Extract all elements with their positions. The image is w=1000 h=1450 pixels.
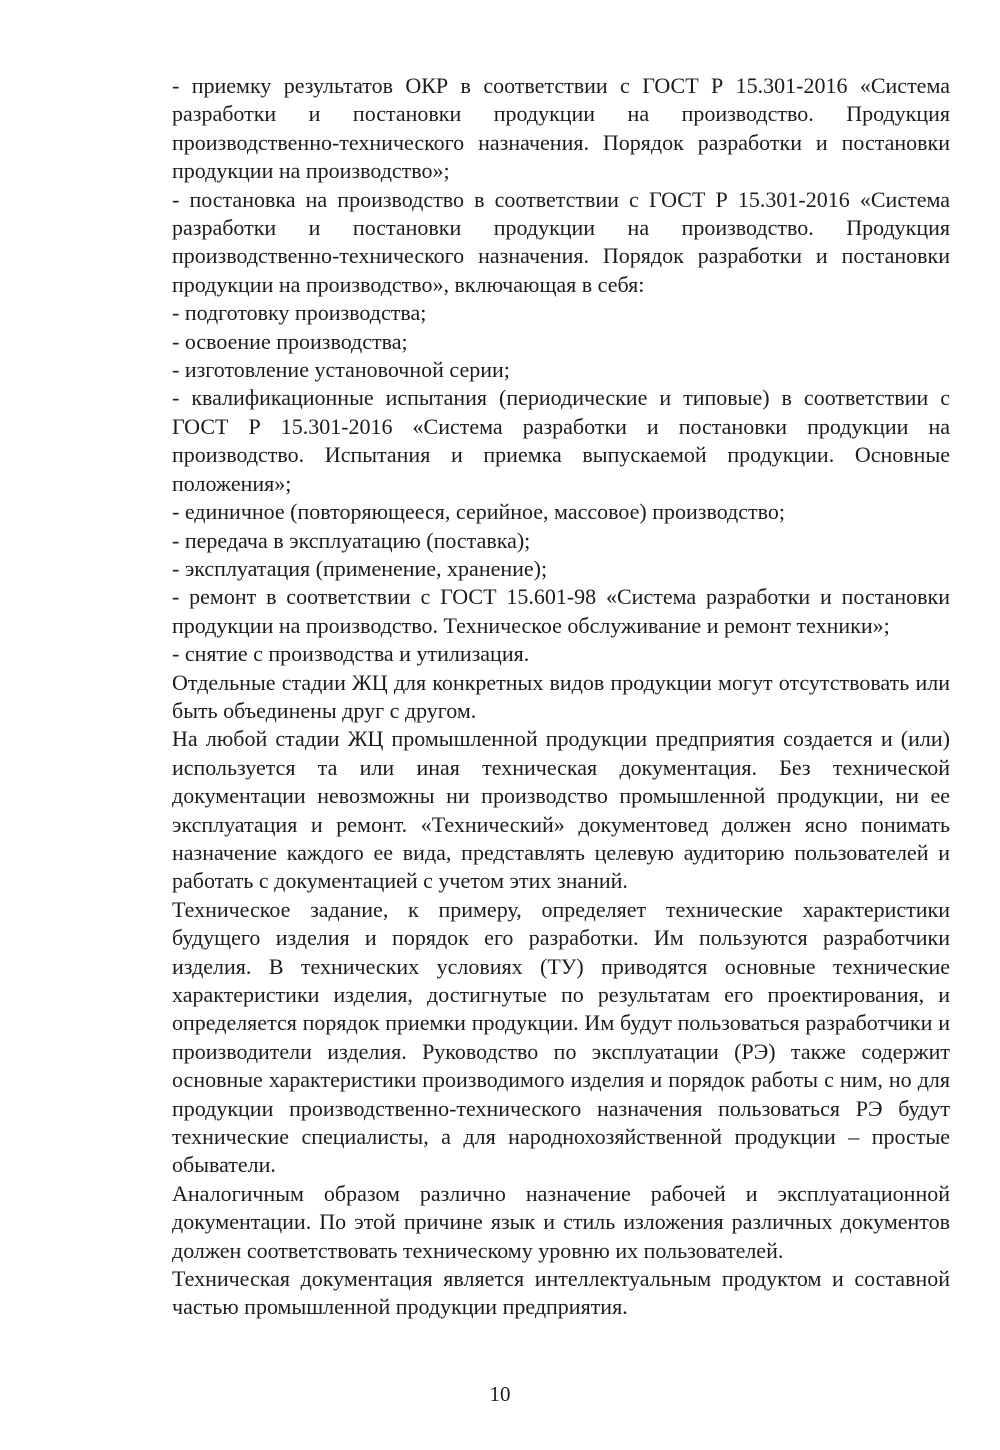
list-item-operation: - эксплуатация (применение, хранение);: [172, 555, 548, 581]
list-item-pilot-series: - изготовление установочной серии;: [172, 357, 510, 383]
list-item-production-preparation: - подготовку производства;: [172, 300, 427, 326]
list-item-decommission: - снятие с производства и утилизация.: [172, 641, 530, 667]
list-item-serial-production: - единичное (повторяющееся, серийное, массовое) производство;: [172, 499, 785, 525]
list-item-production-launch: - постановка на производство в соответствии с ГОСТ Р 15.301-2016 «Система разработки и постановки продукции на производство. Продукция производственно-технического назначения. Порядок разработки и постановки продукции на производство», включающая в себя:: [172, 186, 950, 297]
list-item-repair: - ремонт в соответствии с ГОСТ 15.601-98 «Система разработки и постановки продукции на производство. Техническое обслуживание и ремонт техники»;: [172, 584, 950, 638]
list-item-delivery: - передача в эксплуатацию (поставка);: [172, 527, 531, 553]
paragraph-stages-note: Отдельные стадии ЖЦ для конкретных видов продукции могут отсутствовать или быть объединены друг с другом.: [172, 669, 950, 723]
paragraph-intellectual-product: Техническая документация является интеллектуальным продуктом и составной частью промышленной продукции предприятия.: [172, 1266, 950, 1320]
paragraph-technical-documentation: На любой стадии ЖЦ промышленной продукции предприятия создается и (или) используется та или иная техническая документация. Без технической документации невозможны ни производство промышленной продукции, ни ее эксплуатация и ремонт. «Технический» документовед должен ясно понимать назначение каждого ее вида, представлять целевую аудиторию пользователей и работать с документацией с учетом этих знаний.: [172, 726, 950, 894]
page-number: 10: [489, 1382, 511, 1406]
body-text: [172, 72, 950, 1322]
list-item-qualification-tests: - квалификационные испытания (периодические и типовые) в соответствии с ГОСТ Р 15.301-2016 «Система разработки и постановки продукции на производство. Испытания и приемка выпускаемой продукции. Основные положения»;: [172, 385, 950, 496]
paragraph-documentation-purpose: Аналогичным образом различно назначение рабочей и эксплуатационной документации. По этой причине язык и стиль изложения различных документов должен соответствовать техническому уровню их пользователей.: [172, 1180, 950, 1263]
paragraph-technical-task: Техническое задание, к примеру, определяет технические характеристики будущего изделия и порядок его разработки. Им пользуются разработчики изделия. В технических условиях (ТУ) приводятся основные технические характеристики изделия, достигнутые по результатам его проектирования, и определяется порядок приемки продукции. Им будут пользоваться разработчики и производители изделия. Руководство по эксплуатации (РЭ) также содержит основные характеристики производимого изделия и порядок работы с ним, но для продукции производственно-технического назначения пользоваться РЭ будут технические специалисты, а для народнохозяйственной продукции – простые обыватели.: [172, 896, 950, 1178]
list-item-production-mastering: - освоение производства;: [172, 328, 408, 354]
list-item-okr-acceptance: - приемку результатов ОКР в соответствии с ГОСТ Р 15.301-2016 «Система разработки и постановки продукции на производство. Продукция производственно-технического назначения. Порядок разработки и постановки продукции на производство»;: [172, 73, 950, 184]
